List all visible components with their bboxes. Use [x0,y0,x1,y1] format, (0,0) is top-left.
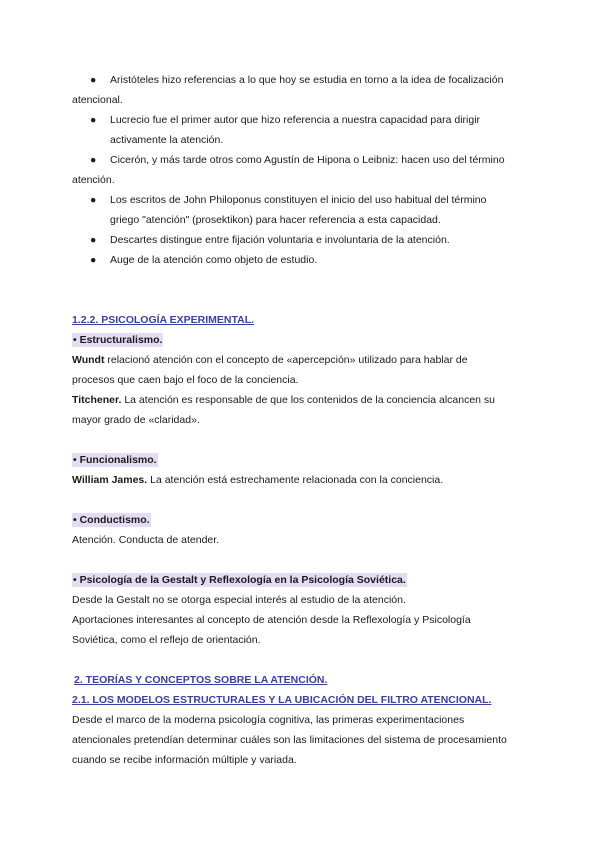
gestalt-heading: • Psicología de la Gestalt y Reflexología en la Psicología Soviética. [73,574,406,586]
section-title: 2.1. LOS MODELOS ESTRUCTURALES Y LA UBICACIÓN DEL FILTRO ATENCIONAL. [72,694,492,706]
paragraph-line: procesos que caen bajo el foco de la conciencia. [72,374,299,386]
list-item-continuation: atención. [72,174,115,186]
subsection-heading [72,570,542,590]
subsection-heading [72,330,542,350]
paragraph-line: mayor grado de «claridad». [72,414,200,426]
paragraph-text: La atención está estrechamente relacionada con la conciencia. [147,474,444,486]
section-heading [72,310,542,330]
paragraph-line: Desde la Gestalt no se otorga especial interés al estudio de la atención. [72,594,406,606]
list-item-text: Cicerón, y más tarde otros como Agustín de Hipona o Leibniz: hacen uso del término [110,154,505,166]
list-item-text: Auge de la atención como objeto de estudio. [110,254,318,266]
paragraph-line: Aportaciones interesantes al concepto de atención desde la Reflexología y Psicología [72,614,471,626]
author-name: Titchener. [72,394,122,406]
bullet-icon: ● [90,254,97,266]
conductismo-heading: • Conductismo. [73,514,150,526]
author-name: William James. [72,474,148,486]
paragraph-line: Atención. Conducta de atender. [72,534,220,546]
paragraph-line: cuando se recibe información múltiple y variada. [72,754,297,766]
section-title: 1.2.2. PSICOLOGÍA EXPERIMENTAL. [72,314,255,326]
bullet-icon: ● [90,234,97,246]
list-item-text: Descartes distingue entre fijación voluntaria e involuntaria de la atención. [110,234,450,246]
author-name: Wundt [72,354,105,366]
list-item-continuation: atencional. [72,94,123,106]
paragraph-line [72,350,542,370]
subsection-heading [72,450,542,470]
section-title: 2. TEORÍAS Y CONCEPTOS SOBRE LA ATENCIÓN. [74,674,328,686]
estructuralismo-heading: • Estructuralismo. [73,334,163,346]
bullet-icon: ● [90,74,97,86]
paragraph-text: La atención es responsable de que los contenidos de la conciencia alcancen su [121,394,496,406]
section-heading [74,670,544,690]
paragraph-line: Desde el marco de la moderna psicología cognitiva, las primeras experimentaciones [72,714,465,726]
paragraph-line [72,470,542,490]
paragraph-line: Soviética, como el reflejo de orientación. [72,634,261,646]
funcionalismo-heading: • Funcionalismo. [73,454,157,466]
list-item-text: Los escritos de John Philoponus constituyen el inicio del uso habitual del término [110,194,487,206]
list-item-text: Aristóteles hizo referencias a lo que hoy se estudia en torno a la idea de focalización [110,74,504,86]
bullet-icon: ● [90,194,97,206]
paragraph-text: relacionó atención con el concepto de «apercepción» utilizado para hablar de [104,354,468,366]
subsection-heading [72,510,542,530]
paragraph-line: atencionales pretendían determinar cuáles son las limitaciones del sistema de procesamiento [72,734,507,746]
section-heading [72,690,542,710]
bullet-icon: ● [90,154,97,166]
list-item-continuation: activamente la atención. [110,134,224,146]
paragraph-line [72,390,542,410]
bullet-icon: ● [90,114,97,126]
list-item-continuation: griego "atención" (prosektikon) para hacer referencia a esta capacidad. [110,214,441,226]
list-item-text: Lucrecio fue el primer autor que hizo referencia a nuestra capacidad para dirigir [110,114,481,126]
